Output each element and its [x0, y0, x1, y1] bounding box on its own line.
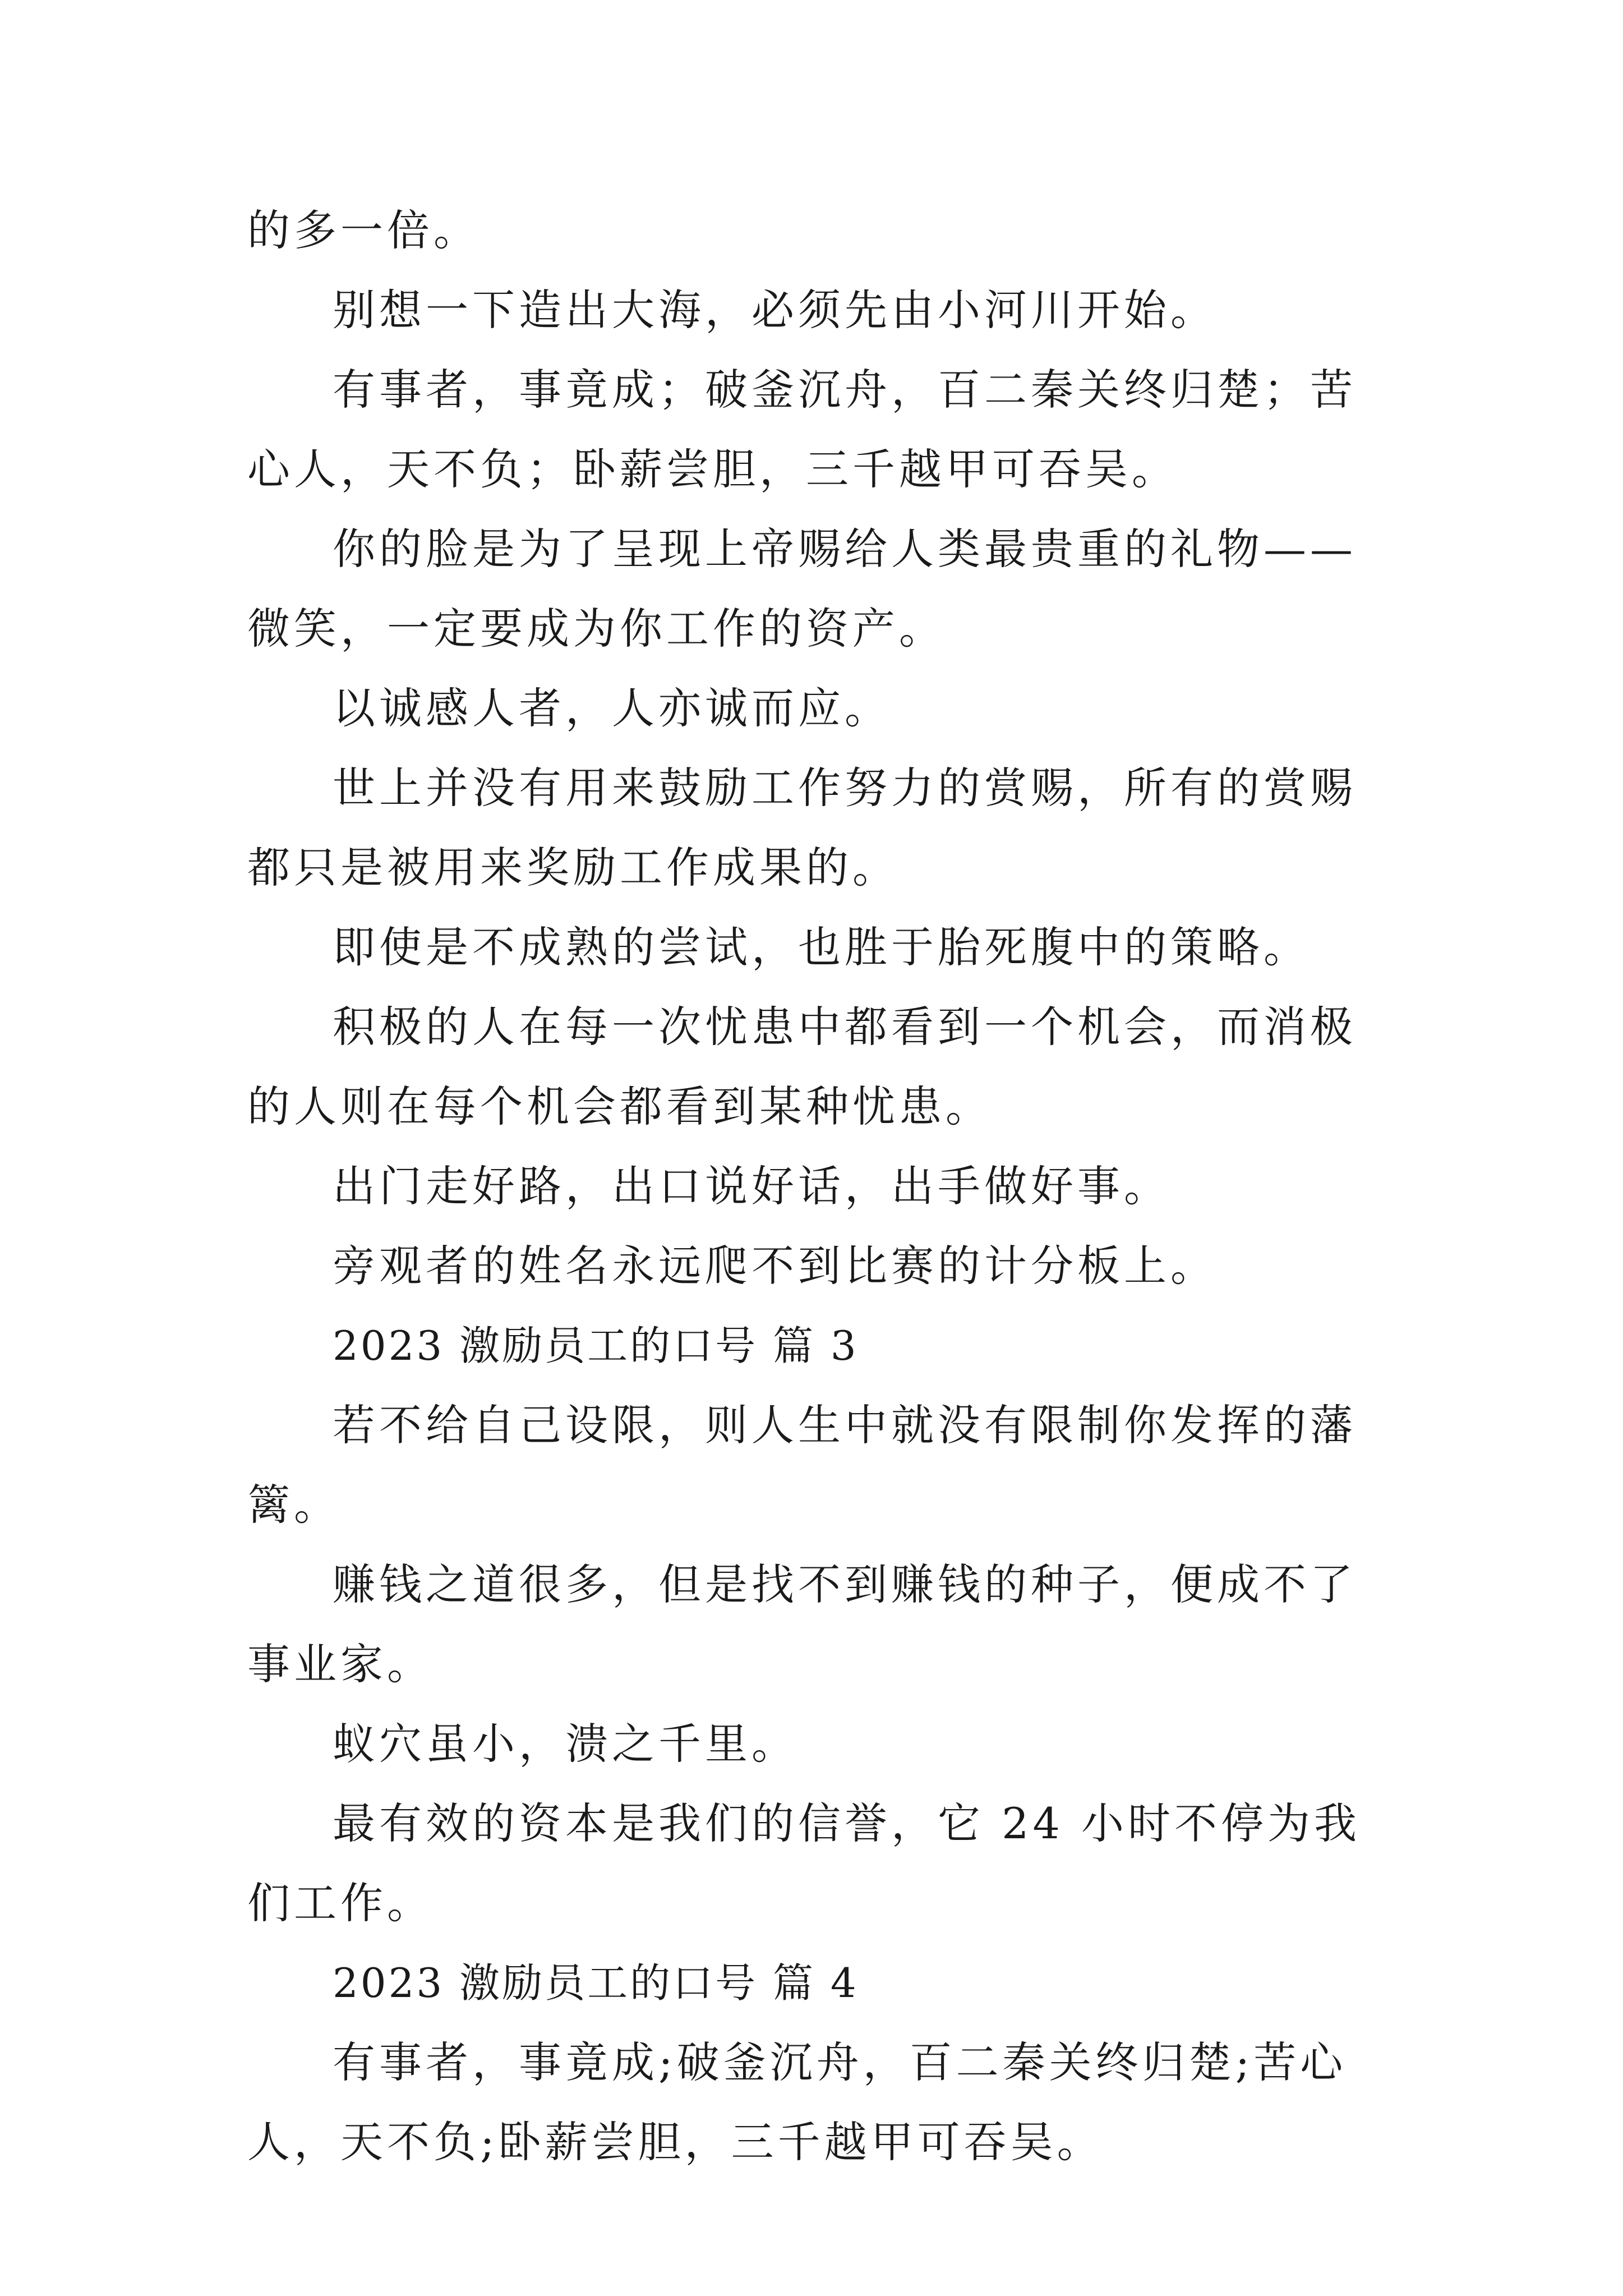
document-body [247, 191, 1380, 2182]
section-heading: 2023 激励员工的口号 篇 4 [333, 1959, 859, 2007]
paragraph: 以诚感人者，人亦诚而应。 [333, 683, 891, 733]
paragraph: 旁观者的姓名永远爬不到比赛的计分板上。 [333, 1241, 1217, 1291]
paragraph: 出门走好路，出口说好话，出手做好事。 [333, 1161, 1170, 1211]
paragraph: 积极的人在每一次忧患中都看到一个机会，而消极的人则在每个机会都看到某种忧患。 [247, 1002, 1357, 1131]
paragraph: 蚁穴虽小，溃之千里。 [333, 1719, 798, 1769]
paragraph: 你的脸是为了呈现上帝赐给人类最贵重的礼物——微笑，一定要成为你工作的资产。 [247, 524, 1357, 654]
paragraph: 若不给自己设限，则人生中就没有限制你发挥的藩篱。 [247, 1400, 1357, 1530]
section-heading: 2023 激励员工的口号 篇 3 [333, 1322, 859, 1369]
paragraph: 有事者，事竟成;破釜沉舟，百二秦关终归楚;苦心人，天不负;卧薪尝胆，三千越甲可吞吴。 [247, 2037, 1347, 2167]
paragraph: 赚钱之道很多，但是找不到赚钱的种子，便成不了事业家。 [247, 1559, 1357, 1689]
paragraph: 别想一下造出大海，必须先由小河川开始。 [333, 285, 1217, 335]
paragraph: 有事者，事竟成；破釜沉舟，百二秦关终归楚；苦心人，天不负；卧薪尝胆，三千越甲可吞吴。 [247, 365, 1357, 494]
paragraph: 即使是不成熟的尝试，也胜于胎死腹中的策略。 [333, 922, 1310, 972]
paragraph: 世上并没有用来鼓励工作努力的赏赐，所有的赏赐都只是被用来奖励工作成果的。 [247, 763, 1357, 892]
paragraph: 最有效的资本是我们的信誉，它 24 小时不停为我们工作。 [247, 1798, 1361, 1928]
paragraph-continuation: 的多一倍。 [247, 205, 480, 255]
